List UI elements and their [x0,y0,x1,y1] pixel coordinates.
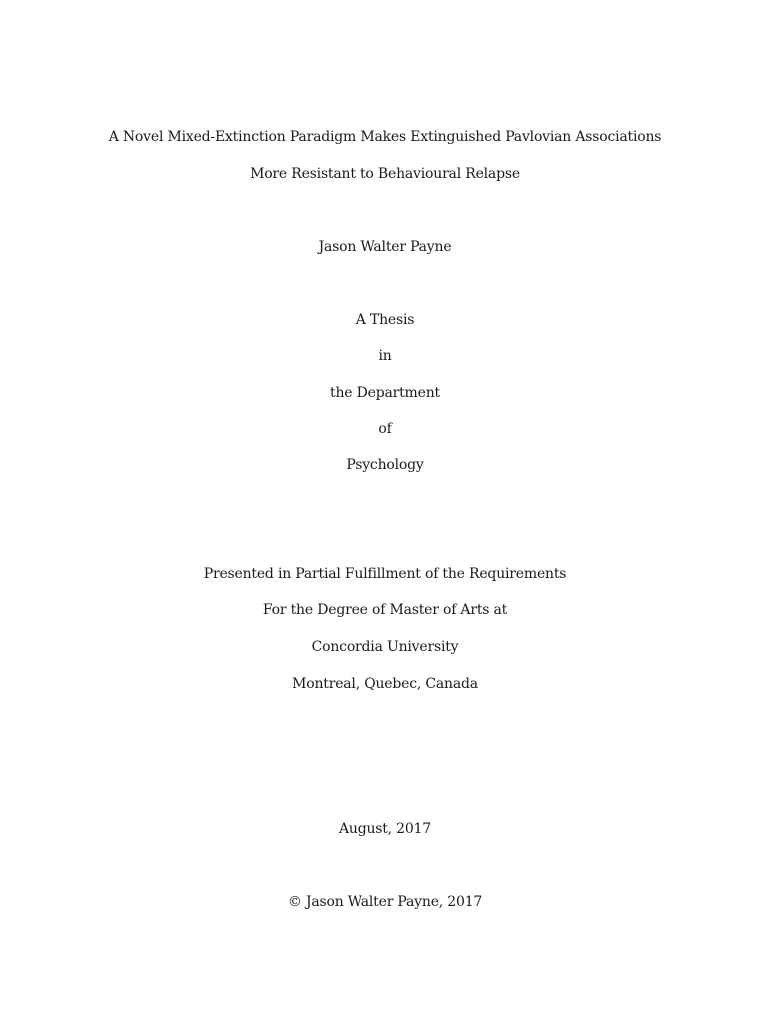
university-location: Montreal, Quebec, Canada [292,676,478,692]
thesis-of: of [378,421,392,437]
department-name: Psychology [346,457,424,473]
degree-statement: For the Degree of Master of Arts at [262,602,508,618]
fulfillment-statement: Presented in Partial Fulfillment of the Requirements [203,566,567,582]
department-label: the Department [330,385,440,401]
university-name: Concordia University [311,639,459,655]
copyright-notice: © Jason Walter Payne, 2017 [287,894,483,910]
thesis-in: in [378,348,392,364]
author-name: Jason Walter Payne [318,239,452,255]
thesis-title-line-2: More Resistant to Behavioural Relapse [250,166,520,182]
thesis-title-line-1: A Novel Mixed-Extinction Paradigm Makes Extinguished Pavlovian Associations [108,129,662,145]
submission-date: August, 2017 [338,821,432,837]
thesis-label: A Thesis [355,312,415,328]
